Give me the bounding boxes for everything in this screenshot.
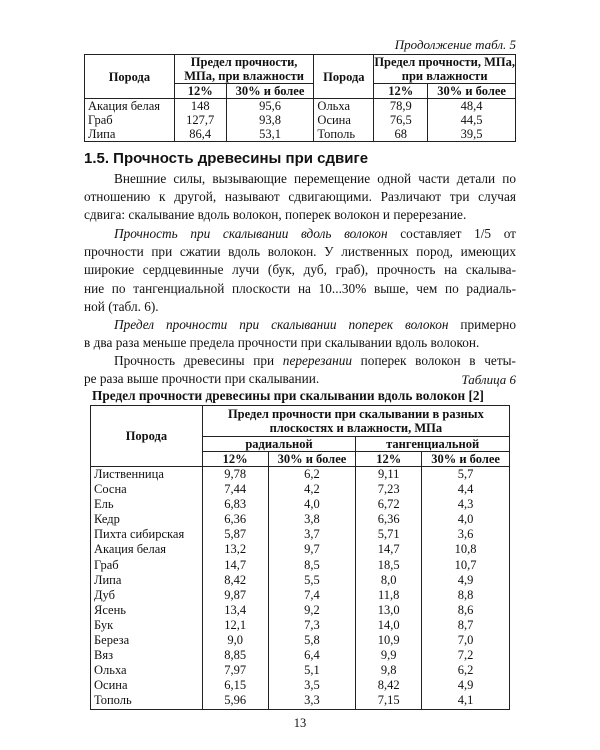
value-cell: 9,78: [202, 467, 268, 483]
paragraph-text: составляет 1/5 от: [387, 226, 516, 241]
paragraph-line: Внешние силы, вызывающие перемещение одной части детали по: [114, 171, 516, 186]
value-cell: 7,44: [202, 482, 268, 497]
value-cell: 5,7: [422, 467, 510, 483]
paragraph-4: [84, 352, 516, 388]
table-row: [91, 663, 510, 678]
value-cell: 5,96: [202, 693, 268, 709]
value-cell: 127,7: [174, 113, 226, 127]
page-number: 13: [293, 716, 307, 730]
table-row: [85, 99, 516, 114]
value-cell: 4,0: [268, 497, 356, 512]
species-cell: Граб: [91, 558, 203, 573]
header-radial: радиальной: [202, 437, 356, 452]
paragraph-line: отношению к другой, называют сдвигающими. Различают три случая: [84, 189, 516, 205]
value-cell: 5,8: [268, 633, 356, 648]
value-cell: 78,9: [374, 99, 428, 114]
value-cell: 39,5: [428, 127, 516, 142]
table-row: [91, 693, 510, 709]
value-cell: 8,8: [422, 588, 510, 603]
table-row: [91, 467, 510, 483]
species-cell: Лиственница: [91, 467, 203, 483]
value-cell: 48,4: [428, 99, 516, 114]
paragraph-line: сдвига: скалывание вдоль волокон, поперек волокон и перерезание.: [84, 207, 467, 223]
value-cell: 12,1: [202, 618, 268, 633]
table-row: [91, 648, 510, 663]
value-cell: 9,87: [202, 588, 268, 603]
value-cell: 18,5: [356, 558, 422, 573]
value-cell: 13,2: [202, 542, 268, 557]
species-cell: Акация белая: [91, 542, 203, 557]
value-cell: 6,36: [356, 512, 422, 527]
table-6-title: Предел прочности древесины при скалывании вдоль волокон [2]: [92, 388, 484, 403]
value-cell: 14,0: [356, 618, 422, 633]
header-12: 12%: [202, 452, 268, 467]
species-cell: Тополь: [91, 693, 203, 709]
value-cell: 53,1: [226, 127, 314, 142]
emphasis: Прочность при скалывании вдоль волокон: [114, 226, 388, 241]
header-species: Порода: [85, 55, 175, 99]
table-row: [91, 603, 510, 618]
value-cell: 3,8: [268, 512, 356, 527]
species-cell: Липа: [85, 127, 175, 142]
paragraph-3: [84, 316, 516, 352]
header-strength-2: Предел прочности, МПа, при влажности: [374, 55, 516, 83]
value-cell: 4,0: [422, 512, 510, 527]
value-cell: 7,3: [268, 618, 356, 633]
value-cell: 9,0: [202, 633, 268, 648]
species-cell: Осина: [91, 678, 203, 693]
paragraph-2: [84, 225, 516, 316]
value-cell: 6,72: [356, 497, 422, 512]
header-30-2: 30% и более: [422, 452, 510, 467]
value-cell: 4,2: [268, 482, 356, 497]
paragraph-text: примерно: [448, 317, 516, 332]
table-5-continuation: [84, 54, 516, 142]
species-cell: Ясень: [91, 603, 203, 618]
value-cell: 13,4: [202, 603, 268, 618]
paragraph-line: прочности при сжатии вдоль волокон. У лиственных пород, имеющих: [84, 244, 516, 260]
value-cell: 95,6: [226, 99, 314, 114]
value-cell: 6,2: [268, 467, 356, 483]
value-cell: 8,0: [356, 573, 422, 588]
value-cell: 8,42: [356, 678, 422, 693]
species-cell: Пихта сибирская: [91, 527, 203, 542]
value-cell: 148: [174, 99, 226, 114]
header-strength: Предел прочности, МПа, при влажности: [174, 55, 314, 84]
species-cell: Тополь: [314, 127, 374, 142]
value-cell: 8,5: [268, 558, 356, 573]
header-tangential: тангенциальной: [356, 437, 510, 452]
table-row: [85, 127, 516, 142]
value-cell: 8,85: [202, 648, 268, 663]
header-12: 12%: [174, 84, 226, 99]
paragraph-line: ние по тангенциальной плоскости на 10...30% выше, чем по радиаль-: [84, 280, 516, 296]
value-cell: 4,4: [422, 482, 510, 497]
header-species: Порода: [91, 406, 203, 467]
species-cell: Граб: [85, 113, 175, 127]
value-cell: 7,4: [268, 588, 356, 603]
header-30: 30% и более: [268, 452, 356, 467]
table-5-body: [85, 99, 516, 142]
value-cell: 9,2: [268, 603, 356, 618]
value-cell: 9,9: [356, 648, 422, 663]
species-cell: Вяз: [91, 648, 203, 663]
value-cell: 5,5: [268, 573, 356, 588]
table-row: [91, 497, 510, 512]
section-heading: 1.5. Прочность древесины при сдвиге: [84, 150, 369, 167]
table-6-caption: Таблица 6: [461, 372, 516, 387]
value-cell: 3,3: [268, 693, 356, 709]
paragraph-line: ре раза выше прочности при скалывании.: [84, 371, 320, 387]
value-cell: 9,11: [356, 467, 422, 483]
species-cell: Дуб: [91, 588, 203, 603]
value-cell: 14,7: [202, 558, 268, 573]
value-cell: 10,9: [356, 633, 422, 648]
value-cell: 68: [374, 127, 428, 142]
value-cell: 76,5: [374, 113, 428, 127]
species-cell: Ольха: [314, 99, 374, 114]
table-row: [91, 482, 510, 497]
value-cell: 5,1: [268, 663, 356, 678]
value-cell: 13,0: [356, 603, 422, 618]
value-cell: 6,4: [268, 648, 356, 663]
paragraph-line: широкие сердцевинные лучи (бук, дуб, граб), прочность на скалыва-: [84, 262, 516, 278]
value-cell: 4,9: [422, 678, 510, 693]
value-cell: 7,0: [422, 633, 510, 648]
value-cell: 7,23: [356, 482, 422, 497]
table-row: [91, 573, 510, 588]
table-row: [91, 618, 510, 633]
value-cell: 10,8: [422, 542, 510, 557]
value-cell: 6,36: [202, 512, 268, 527]
species-cell: Акация белая: [85, 99, 175, 114]
value-cell: 93,8: [226, 113, 314, 127]
value-cell: 7,97: [202, 663, 268, 678]
paragraph-line: ной (табл. 6).: [84, 298, 159, 314]
header-30-2: 30% и более: [428, 84, 516, 99]
value-cell: 3,5: [268, 678, 356, 693]
value-cell: 10,7: [422, 558, 510, 573]
table-row: [91, 588, 510, 603]
value-cell: 3,7: [268, 527, 356, 542]
continuation-caption: Продолжение табл. 5: [394, 37, 516, 52]
value-cell: 6,2: [422, 663, 510, 678]
value-cell: 9,7: [268, 542, 356, 557]
value-cell: 7,2: [422, 648, 510, 663]
value-cell: 5,71: [356, 527, 422, 542]
emphasis: Предел прочности при скалывании поперек волокон: [114, 317, 449, 332]
value-cell: 3,6: [422, 527, 510, 542]
paragraph-text: поперек волокон в четы-: [352, 353, 516, 368]
table-row: [91, 678, 510, 693]
value-cell: 9,8: [356, 663, 422, 678]
table-row: [91, 542, 510, 557]
table-row: [91, 527, 510, 542]
species-cell: Ель: [91, 497, 203, 512]
value-cell: 4,3: [422, 497, 510, 512]
header-strength: Предел прочности при скалывании в разных плоскостях и влажности, МПа: [202, 406, 509, 437]
value-cell: 4,9: [422, 573, 510, 588]
paragraph-1: [84, 170, 516, 225]
header-12-2: 12%: [356, 452, 422, 467]
value-cell: 4,1: [422, 693, 510, 709]
value-cell: 6,15: [202, 678, 268, 693]
value-cell: 5,87: [202, 527, 268, 542]
emphasis: перерезании: [282, 353, 353, 368]
species-cell: Липа: [91, 573, 203, 588]
header-species-2: Порода: [314, 55, 374, 99]
value-cell: 8,42: [202, 573, 268, 588]
paragraph-text: Прочность древесины при: [114, 353, 283, 368]
value-cell: 11,8: [356, 588, 422, 603]
table-row: [91, 558, 510, 573]
table-row: [91, 512, 510, 527]
species-cell: Ольха: [91, 663, 203, 678]
table-6-body: [91, 467, 510, 710]
value-cell: 6,83: [202, 497, 268, 512]
header-12-2: 12%: [374, 84, 428, 99]
value-cell: 14,7: [356, 542, 422, 557]
value-cell: 7,15: [356, 693, 422, 709]
header-30: 30% и более: [226, 84, 314, 99]
value-cell: 86,4: [174, 127, 226, 142]
value-cell: 8,7: [422, 618, 510, 633]
species-cell: Осина: [314, 113, 374, 127]
table-6: [90, 405, 510, 710]
species-cell: Сосна: [91, 482, 203, 497]
table-row: [91, 633, 510, 648]
species-cell: Бук: [91, 618, 203, 633]
table-row: [85, 113, 516, 127]
paragraph-line: в два раза меньше предела прочности при скалывании вдоль волокон.: [84, 335, 480, 351]
value-cell: 8,6: [422, 603, 510, 618]
species-cell: Береза: [91, 633, 203, 648]
species-cell: Кедр: [91, 512, 203, 527]
value-cell: 44,5: [428, 113, 516, 127]
